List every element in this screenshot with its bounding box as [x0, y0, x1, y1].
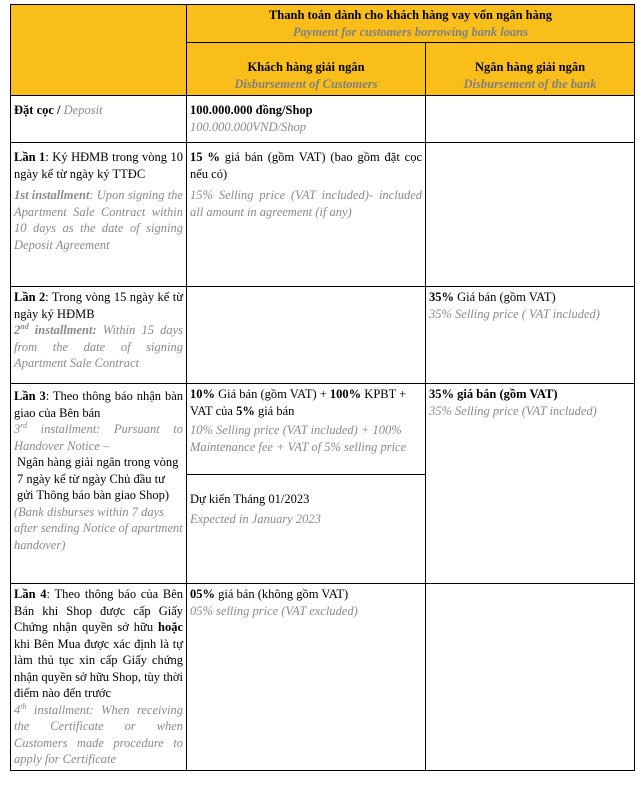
- installment-4-bank-cell: [426, 584, 635, 771]
- installment-2-bank-percent: 35%: [429, 290, 454, 304]
- installment-4-text-b: khi Bên Mua được xác định là tự làm thủ tục xin cấp Giấy chứng nhận quyền sở hữu Shop, tùy thời điểm nào đến trước: [14, 636, 183, 700]
- installment-1-label-cell: [11, 143, 187, 287]
- installment-3-percent-3: 5%: [236, 403, 255, 418]
- installment-3-label-en: [14, 421, 183, 454]
- header-row-group: [11, 5, 635, 43]
- installment-4-customer-vi: [190, 586, 422, 603]
- header-bank-vi: Ngân hàng giải ngân: [474, 60, 586, 74]
- row-installment-2: [11, 287, 635, 384]
- deposit-label-en: Deposit: [63, 103, 103, 117]
- installment-3-percent-2: 100%: [329, 387, 362, 401]
- installment-3-en-sup: rd: [20, 420, 28, 430]
- installment-3-label-cell: [11, 384, 187, 584]
- installment-1-title: Lần 1: [14, 150, 46, 164]
- installment-3-expected-vi: Dự kiến Tháng 01/2023: [190, 492, 310, 506]
- installment-4-customer-cell: [187, 584, 426, 771]
- installment-2-label-cell: [11, 287, 187, 384]
- header-group-en: Payment for customers borrowing bank loans: [292, 24, 529, 39]
- installment-1-label-vi: [14, 149, 183, 182]
- installment-4-label-vi: [14, 586, 183, 702]
- installment-1-customer-en: 15% Selling price (VAT included)- included all amount in agreement (if any): [190, 188, 422, 219]
- installment-3-customer-text-2: KPBT + VAT của: [190, 387, 407, 418]
- installment-3-bank-en: 35% Selling price (VAT included): [429, 403, 597, 418]
- installment-3-en-text: installment: Pursuant to Handover Notice –: [14, 422, 183, 453]
- header-customer-vi: Khách hàng giải ngân: [247, 60, 365, 74]
- deposit-customer-vi: 100.000.000 đồng/Shop: [190, 103, 313, 117]
- installment-1-bank-cell: [426, 143, 635, 287]
- installment-4-label-en: [14, 702, 183, 768]
- installment-3-percent-1: 10%: [190, 387, 215, 401]
- installment-2-text: : Trong vòng 15 ngày kể từ ngày ký HĐMB: [14, 290, 183, 321]
- installment-1-label-en: [14, 187, 183, 253]
- installment-3-bank-cell: [426, 384, 635, 584]
- installment-4-customer-text: giá bán (không gồm VAT): [215, 587, 349, 601]
- installment-4-en-sup: th: [20, 701, 27, 711]
- installment-3-customer-text-3: giá bán: [254, 403, 295, 418]
- row-installment-1: [11, 143, 635, 287]
- deposit-customer-cell: [187, 96, 426, 143]
- installment-3-label-vi2: Ngân hàng giải ngân trong vòng 7 ngày kể từ ngày Chủ đầu tư gửi Thông báo bàn giao Shop): [17, 455, 179, 502]
- installment-4-percent: 05%: [190, 587, 215, 601]
- installment-3-customer-vi: [190, 386, 422, 419]
- installment-2-en-bold: installment:: [28, 323, 97, 337]
- installment-3-en-num: 3: [14, 422, 21, 436]
- installment-2-bank-vi: [429, 289, 631, 306]
- installment-3-expected-cell: [187, 475, 426, 584]
- installment-4-label-cell: [11, 584, 187, 771]
- row-installment-3a: [11, 384, 635, 475]
- deposit-label-cell: [11, 96, 187, 143]
- installment-2-en-text: Within 15 days from the date of signing Apartment Sale Contract: [14, 323, 183, 370]
- installment-3-bank-vi: 35% giá bán (gồm VAT): [429, 387, 558, 401]
- header-blank-cell: [11, 5, 187, 96]
- installment-2-customer-cell: [187, 287, 426, 384]
- installment-2-en-num: 2: [14, 323, 21, 337]
- installment-2-bank-en: 35% Selling price ( VAT included): [429, 306, 600, 321]
- row-installment-4: [11, 584, 635, 771]
- installment-3-title: Lần 3: [14, 389, 46, 403]
- installment-2-label-vi: [14, 289, 183, 322]
- installment-3-label-en2: (Bank disburses within 7 days after sending Notice of apartment handover): [14, 504, 183, 552]
- deposit-customer-en: 100.000.000VND/Shop: [190, 119, 306, 134]
- installment-3-label-vi: [14, 388, 183, 421]
- deposit-label-vi: Đặt cọc /: [14, 103, 64, 117]
- header-customer-cell: [187, 43, 426, 96]
- installment-4-or: hoặc: [158, 620, 183, 634]
- installment-2-en-sup: nd: [20, 321, 29, 331]
- installment-4-en-text: installment: When receiving the Certificate or when Customers made procedure to apply for Certificate: [14, 702, 183, 766]
- installment-1-customer-text: giá bán (gồm VAT) (bao gồm đặt cọc nếu có): [190, 150, 423, 181]
- installment-2-bank-text: Giá bán (gồm VAT): [454, 290, 556, 304]
- installment-2-bank-cell: [426, 287, 635, 384]
- installment-1-customer-cell: [187, 143, 426, 287]
- installment-4-title: Lần 4: [14, 587, 47, 601]
- installment-4-customer-en: 05% selling price (VAT excluded): [190, 603, 358, 618]
- payment-table: [10, 4, 635, 771]
- header-bank-en: Disbursement of the bank: [463, 76, 597, 91]
- installment-3-expected-en: Expected in January 2023: [190, 511, 321, 526]
- payment-schedule: [10, 4, 634, 771]
- installment-3-customer-en: 10% Selling price (VAT included) + 100% Maintenance fee + VAT of 5% selling price: [190, 423, 407, 454]
- installment-2-title: Lần 2: [14, 290, 46, 304]
- installment-1-percent: 15 %: [190, 150, 220, 164]
- installment-2-label-en: [14, 322, 183, 372]
- installment-3-customer-text-1: Giá bán (gồm VAT) +: [215, 387, 330, 401]
- installment-4-text-a: : Theo thông báo của Bên Bán khi Shop được cấp Giấy Chứng nhận quyền sở hữu: [14, 587, 184, 634]
- installment-1-en-title: 1st installment: [14, 188, 90, 202]
- header-group-cell: [187, 5, 635, 43]
- installment-4-en-num: 4: [14, 702, 21, 717]
- installment-3-customer-cell: [187, 384, 426, 475]
- header-group-vi: Thanh toán dành cho khách hàng vay vốn ngân hàng: [268, 8, 553, 22]
- installment-1-customer-vi: [190, 149, 422, 182]
- installment-3-text: : Theo thông báo nhận bàn giao của Bên bán: [14, 389, 183, 420]
- header-customer-en: Disbursement of Customers: [234, 76, 378, 91]
- installment-1-text: : Ký HĐMB trong vòng 10 ngày kể từ ngày ký TTĐC: [14, 150, 183, 181]
- row-deposit: [11, 96, 635, 143]
- header-bank-cell: [426, 43, 635, 96]
- installment-1-en-text: : Upon signing the Apartment Sale Contract within 10 days as the date of signing Deposit Agreement: [14, 188, 183, 252]
- deposit-bank-cell: [426, 96, 635, 143]
